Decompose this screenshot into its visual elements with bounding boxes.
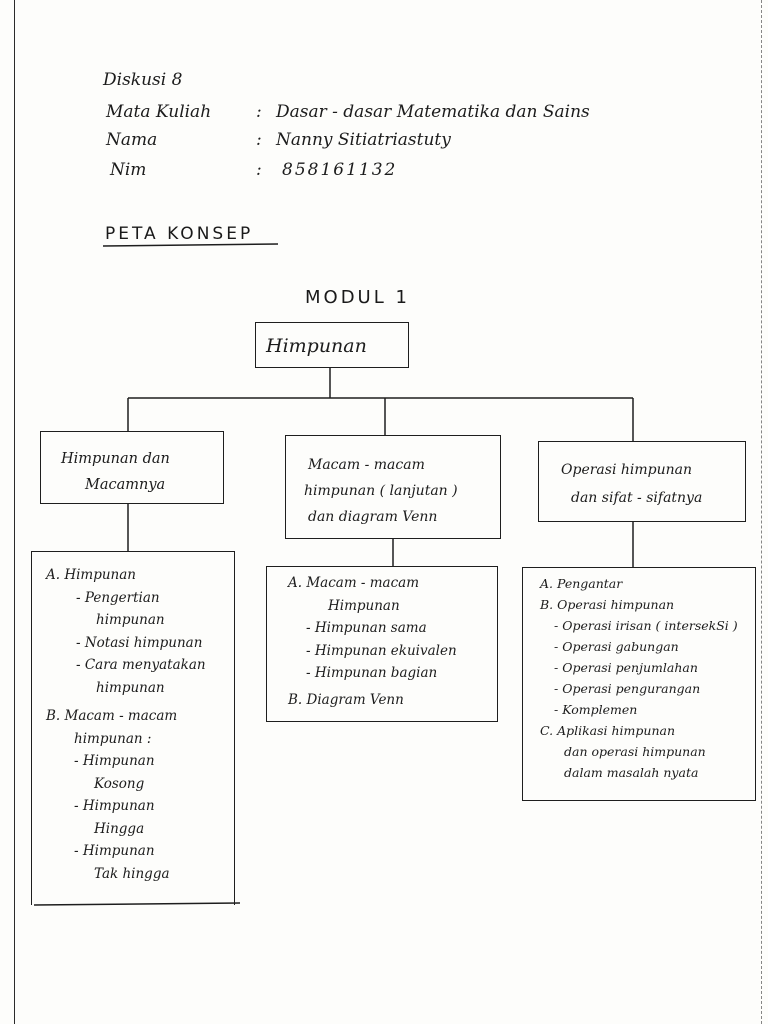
section-title: PETA KONSEP <box>105 224 254 244</box>
detail-line: Kosong <box>94 775 145 792</box>
detail-line: - Himpunan <box>74 753 155 769</box>
detail-list-macam-macam-himpunan <box>288 572 457 711</box>
detail-line: - Komplemen <box>554 702 638 717</box>
diskusi-heading: Diskusi 8 <box>103 70 183 90</box>
detail-line: himpunan : <box>74 730 152 747</box>
detail-list-himpunan-dan-macamnya <box>46 564 206 885</box>
detail-line: dalam masalah nyata <box>564 765 699 780</box>
detail-line: - Notasi himpunan <box>76 634 203 651</box>
root-node-label: Himpunan <box>266 335 367 357</box>
header-row-value: Nanny Sitiatriastuty <box>276 130 451 150</box>
detail-line: - Operasi pengurangan <box>554 681 701 696</box>
branch-node-macam-macam-himpunan <box>285 435 501 539</box>
detail-line: B. Diagram Venn <box>288 691 404 708</box>
modul-title: MODUL 1 <box>305 287 410 308</box>
detail-line: C. Aplikasi himpunan <box>540 723 676 738</box>
detail-line: Tak hingga <box>94 865 170 882</box>
header-row-label: Nama <box>106 130 158 150</box>
detail-line: dan operasi himpunan <box>564 744 706 759</box>
detail-line: B. Operasi himpunan <box>540 597 675 612</box>
detail-line: - Pengertian <box>76 589 160 606</box>
detail-line: - Himpunan sama <box>306 620 427 636</box>
branch-title-line: Macam - macam <box>308 457 425 473</box>
header-row-label: Mata Kuliah <box>106 102 212 122</box>
header-row-sep: : <box>256 102 262 122</box>
detail-line: B. Macam - macam <box>46 708 178 724</box>
header-row-sep: : <box>256 130 262 150</box>
branch-title-line: himpunan ( lanjutan ) <box>304 483 458 499</box>
detail-line: - Cara menyatakan <box>76 657 206 673</box>
detail-line: - Himpunan ekuivalen <box>306 642 457 659</box>
header-row-value: Dasar - dasar Matematika dan Sains <box>276 102 590 122</box>
detail-list-operasi-himpunan <box>540 573 738 783</box>
detail-line: - Himpunan <box>74 843 155 859</box>
branch-title-line: dan sifat - sifatnya <box>571 490 703 506</box>
branch-title-line: Operasi himpunan <box>561 462 693 478</box>
header-row-sep: : <box>256 160 262 180</box>
detail-line: A. Pengantar <box>540 576 623 591</box>
branch-title-line: Himpunan dan <box>61 451 170 467</box>
detail-line: himpunan <box>96 612 165 628</box>
detail-line: A. Himpunan <box>46 567 136 583</box>
detail-line: - Operasi gabungan <box>554 639 679 654</box>
detail-line: - Himpunan <box>74 798 155 814</box>
header-row-label: Nim <box>110 160 147 180</box>
header-row-value: 858161132 <box>282 160 398 180</box>
detail-line: Himpunan <box>328 597 400 614</box>
branch-title-line: dan diagram Venn <box>308 509 438 525</box>
branch-title-line: Macamnya <box>85 477 166 493</box>
detail-line: - Himpunan bagian <box>306 665 438 681</box>
detail-line: - Operasi irisan ( intersekSi ) <box>554 618 738 633</box>
detail-line: - Operasi penjumlahan <box>554 660 698 675</box>
branch-node-operasi-himpunan <box>538 441 746 522</box>
detail-line: himpunan <box>96 679 165 696</box>
detail-line: Hingga <box>94 820 145 837</box>
branch-node-himpunan-dan-macamnya <box>40 431 224 504</box>
detail-line: A. Macam - macam <box>288 575 420 591</box>
root-node-himpunan <box>255 322 409 368</box>
